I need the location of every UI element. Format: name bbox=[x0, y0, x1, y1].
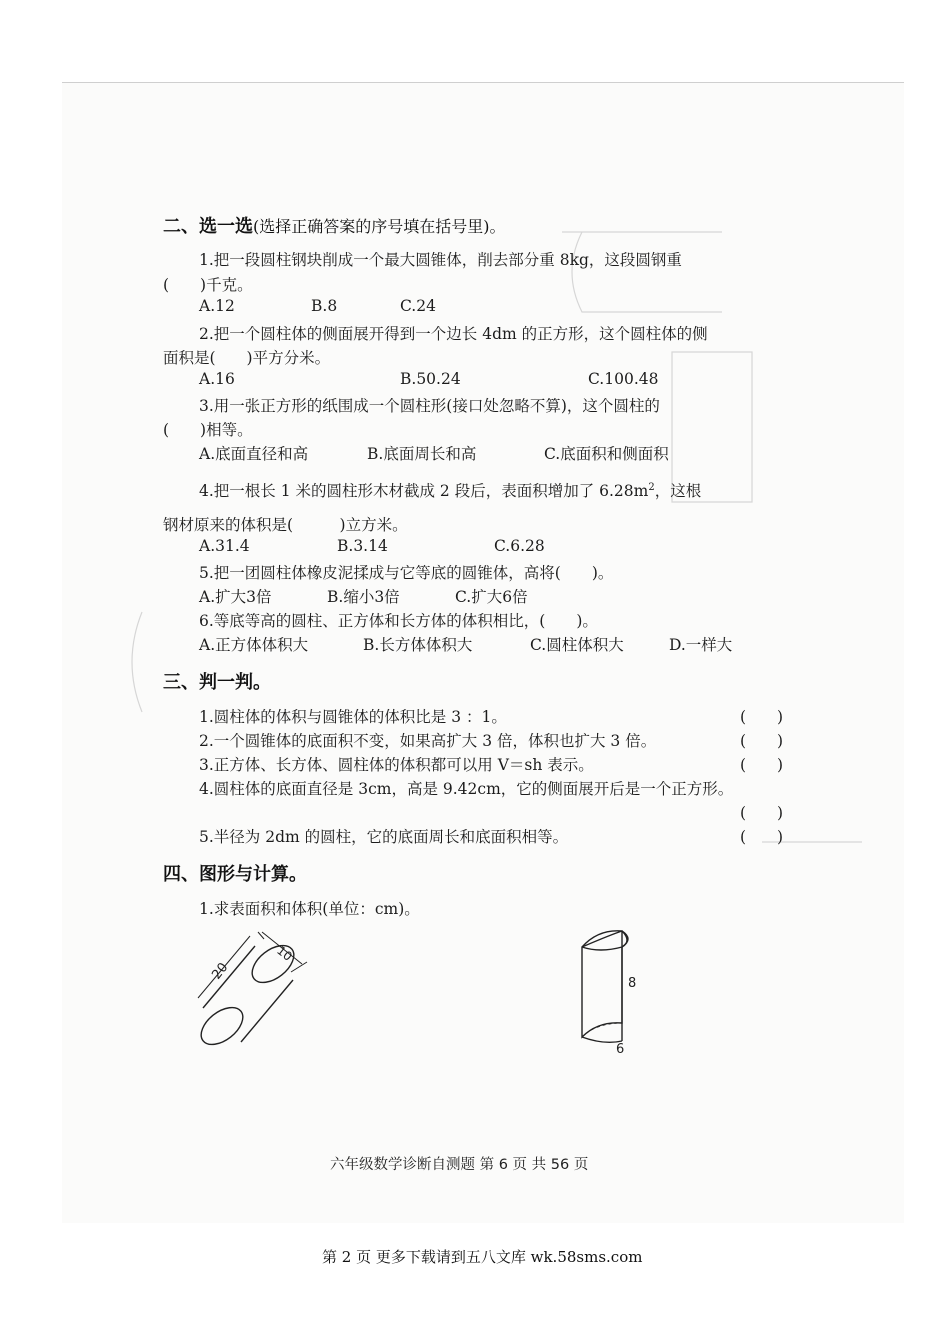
answer-paren-3[interactable]: ( ) bbox=[740, 756, 784, 774]
judge-item-1: 1.圆柱体的体积与圆锥体的体积比是 3 ：1。 bbox=[199, 708, 507, 726]
q2-line2: 面积是( )平方分米。 bbox=[163, 349, 331, 367]
q1-option-a: A.12 bbox=[199, 297, 235, 315]
answer-paren-2[interactable]: ( ) bbox=[740, 732, 784, 750]
section-2-subtitle: (选择正确答案的序号填在括号里)。 bbox=[253, 217, 506, 236]
judge-item-4: 4.圆柱体的底面直径是 3cm，高是 9.42cm，它的侧面展开后是一个正方形。 bbox=[199, 780, 734, 798]
q1-line2: ( )千克。 bbox=[163, 276, 253, 294]
judge-item-3: 3.正方体、长方体、圆柱体的体积都可以用 V＝sh 表示。 bbox=[199, 756, 594, 774]
judge-item-2: 2.一个圆锥体的底面积不变，如果高扩大 3 倍，体积也扩大 3 倍。 bbox=[199, 732, 657, 750]
q4-superscript: 2 bbox=[648, 481, 655, 493]
q2-option-a: A.16 bbox=[199, 370, 235, 388]
q4-line2: 钢材原来的体积是( )立方米。 bbox=[163, 516, 408, 534]
q4-line1-text: 4.把一根长 1 米的圆柱形木材截成 2 段后，表面积增加了 6.28m bbox=[199, 482, 649, 500]
q4-option-c: C.6.28 bbox=[494, 537, 545, 555]
q4-option-b: B.3.14 bbox=[337, 537, 388, 555]
judge-item-5: 5.半径为 2dm 的圆柱，它的底面周长和底面积相等。 bbox=[199, 828, 569, 846]
half-cylinder-height-label: 8 bbox=[628, 976, 637, 991]
bottom-note: 第 2 页 更多下载请到五八文库 wk.58sms.com bbox=[322, 1248, 643, 1266]
answer-paren-5[interactable]: ( ) bbox=[740, 828, 784, 846]
half-cylinder-figure bbox=[570, 925, 660, 1055]
q3-line2: ( )相等。 bbox=[163, 421, 253, 439]
q3-option-c: C.底面积和侧面积 bbox=[544, 445, 669, 463]
q2-option-c: C.100.48 bbox=[588, 370, 659, 388]
cylinder-top-ellipse bbox=[245, 938, 300, 990]
section-3-title: 三、判一判。 bbox=[163, 672, 271, 693]
q3-option-a: A.底面直径和高 bbox=[199, 445, 309, 463]
cylinder-length-label: 20 bbox=[209, 960, 232, 983]
cylinder-diameter-label: 10 bbox=[274, 943, 295, 964]
q1-option-b: B.8 bbox=[311, 297, 338, 315]
q1-option-c: C.24 bbox=[400, 297, 436, 315]
answer-paren-1[interactable]: ( ) bbox=[740, 708, 784, 726]
q5-option-c: C.扩大6倍 bbox=[455, 588, 528, 606]
q5-line1: 5.把一团圆柱体橡皮泥揉成与它等底的圆锥体，高将( )。 bbox=[199, 564, 614, 582]
answer-paren-4[interactable]: ( ) bbox=[740, 804, 784, 822]
half-cylinder-base-label: 6 bbox=[616, 1042, 625, 1055]
q4-line1-end: ，这根 bbox=[654, 482, 702, 500]
q3-option-b: B.底面周长和高 bbox=[367, 445, 477, 463]
q5-option-b: B.缩小3倍 bbox=[327, 588, 400, 606]
half-cylinder-front bbox=[582, 931, 622, 1037]
section-4-title: 四、图形与计算。 bbox=[163, 864, 307, 885]
q3-line1: 3.用一张正方形的纸围成一个圆柱形(接口处忽略不算)，这个圆柱的 bbox=[199, 397, 660, 415]
q5-option-a: A.扩大3倍 bbox=[199, 588, 272, 606]
cylinder-figure bbox=[190, 928, 330, 1058]
section-2-heading bbox=[163, 212, 506, 238]
q6-line1: 6.等底等高的圆柱、正方体和长方体的体积相比，( )。 bbox=[199, 612, 598, 630]
q2-line1: 2.把一个圆柱体的侧面展开得到一个边长 4dm 的正方形，这个圆柱体的侧 bbox=[199, 325, 708, 343]
q6-option-b: B.长方体体积大 bbox=[363, 636, 473, 654]
q6-option-c: C.圆柱体积大 bbox=[530, 636, 624, 654]
q2-option-b: B.50.24 bbox=[400, 370, 461, 388]
q6-option-d: D.一样大 bbox=[669, 636, 733, 654]
q1-line1: 1.把一段圆柱钢块削成一个最大圆锥体，削去部分重 8kg，这段圆钢重 bbox=[199, 251, 682, 269]
q4-option-a: A.31.4 bbox=[199, 537, 250, 555]
q6-option-a: A.正方体体积大 bbox=[199, 636, 309, 654]
q4-line1 bbox=[199, 479, 701, 501]
page-footer: 六年级数学诊断自测题 第 6 页 共 56 页 bbox=[330, 1157, 589, 1173]
cylinder-bottom-ellipse bbox=[194, 1000, 249, 1052]
section-2-title: 二、选一选 bbox=[163, 216, 253, 237]
section-4-q1: 1.求表面积和体积(单位：cm)。 bbox=[199, 900, 420, 918]
